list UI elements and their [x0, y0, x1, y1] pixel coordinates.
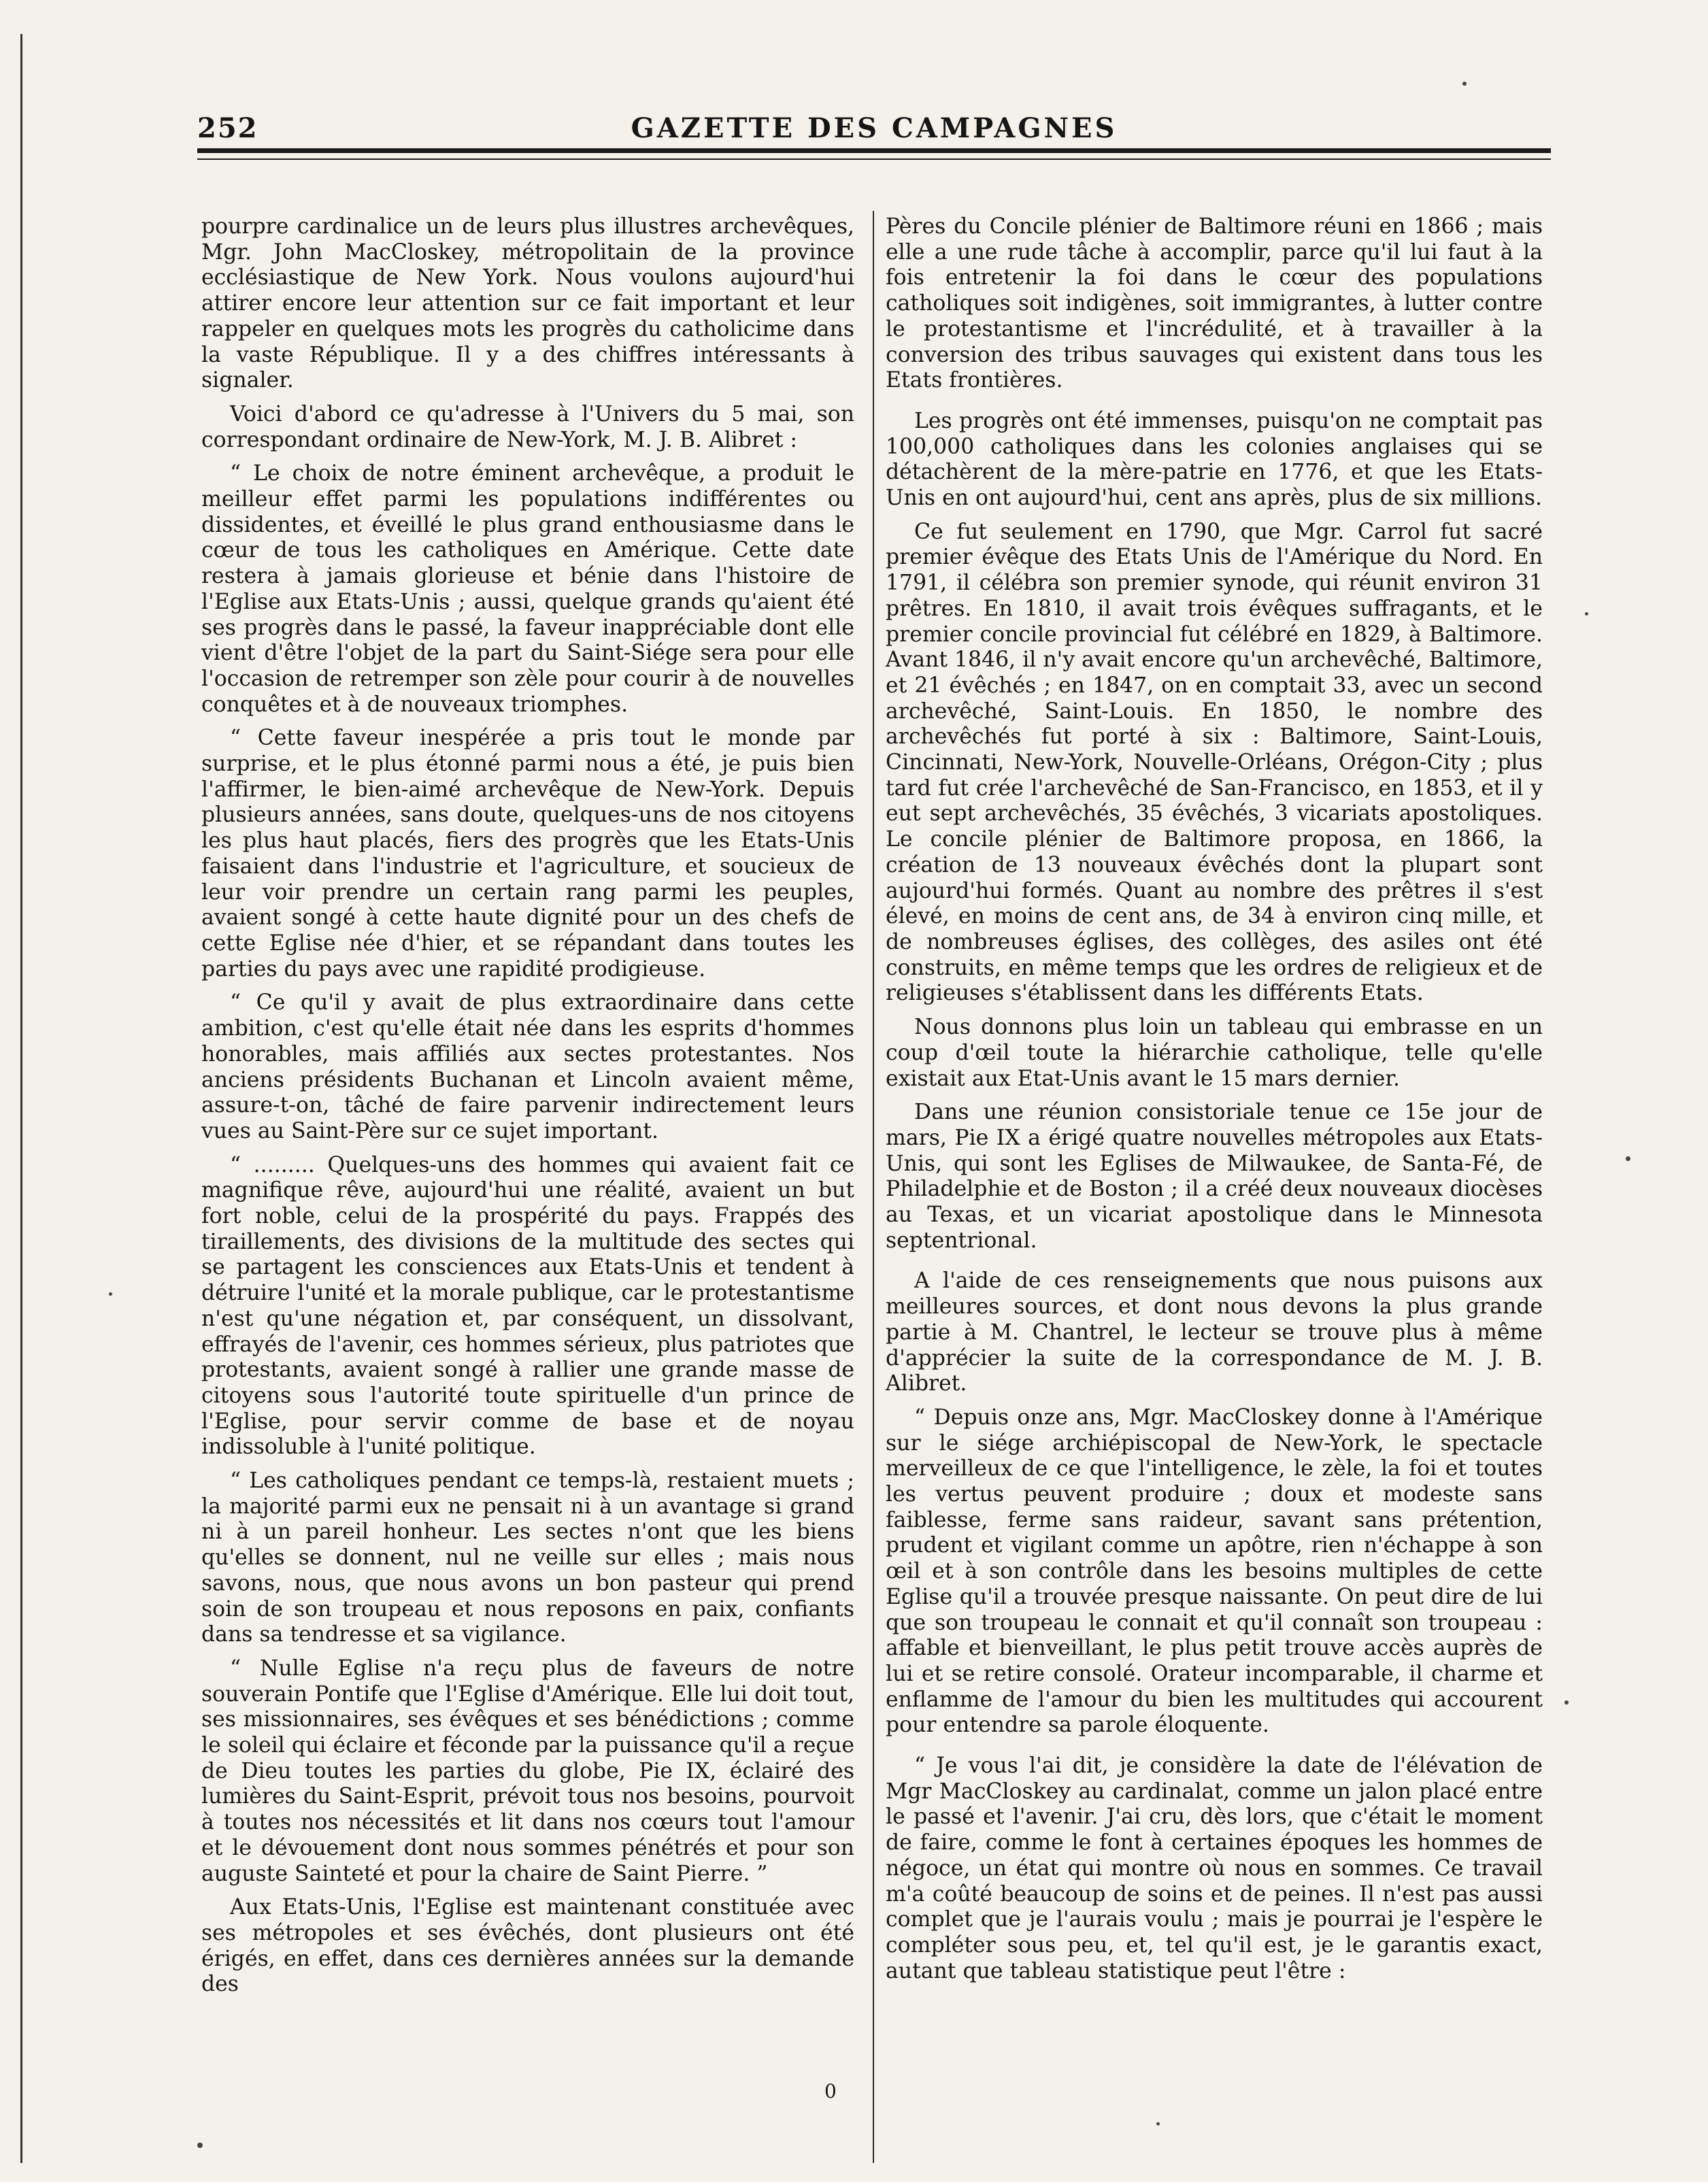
paragraph: Les progrès ont été immenses, puisqu'on ne comptait pas 100,000 catholiques dans les colonies anglaises qui se détachèrent de la mère-patrie en 1776, et que les Etats-Unis en ont aujourd'hui, cent ans après, plus de six millions.: [886, 408, 1543, 511]
paragraph: “ ......... Quelques-uns des hommes qui avaient fait ce magnifique rêve, aujourd'hui une réalité, avaient un but fort noble, celui de la prospérité du pays. Frappés des tiraillements, des divisions de la multitude des sectes qui se partagent les consciences aux Etats-Unis et tendent à détruire l'unité et la morale publique, car le protestantisme n'est qu'une négation et, par conséquent, un dissolvant, effrayés de l'avenir, ces hommes sérieux, plus patriotes que protestants, avaient songé à rallier une grande masse de citoyens sous l'autorité toute spirituelle d'un prince de l'Eglise, pour servir comme de base et de noyau indissoluble à l'unité politique.: [201, 1152, 854, 1460]
footer-mark: 0: [824, 2080, 837, 2102]
paragraph: Aux Etats-Unis, l'Eglise est maintenant constituée avec ses métropoles et ses évêchés, dont plusieurs ont été érigés, en effet, dans ces dernières années sur la demande des: [201, 1895, 854, 1997]
paragraph: “ Cette faveur inespérée a pris tout le monde par surprise, et le plus étonné parmi nous a été, je puis bien l'affirmer, le bien-aimé archevêque de New-York. Depuis plusieurs années, sans doute, quelques-uns de nos citoyens les plus haut placés, fiers des progrès que les Etats-Unis faisaient dans l'industrie et l'agriculture, et soucieux de leur voir prendre un certain rang parmi les peuples, avaient songé à cette haute dignité pour un des chefs de cette Eglise née d'hier, et se répandant dans toutes les parties du pays avec une rapidité prodigieuse.: [201, 726, 854, 981]
paragraph: “ Ce qu'il y avait de plus extraordinaire dans cette ambition, c'est qu'elle était née dans les esprits d'hommes honorables, mais affiliés aux sectes protestantes. Nos anciens présidents Buchanan et Lincoln avaient même, assure-t-on, tâché de faire parvenir indirectement leurs vues au Saint-Père sur ce sujet important.: [201, 990, 854, 1143]
paragraph: Ce fut seulement en 1790, que Mgr. Carrol fut sacré premier évêque des Etats Unis de l'Amérique du Nord. En 1791, il célébra son premier synode, qui réunit environ 31 prêtres. En 1810, il avait trois évêques suffragants, et le premier concile provincial fut célébré en 1829, à Baltimore. Avant 1846, il n'y avait encore qu'un archevêché, Baltimore, et 21 évêchés ; en 1847, on en comptait 33, avec un second archevêché, Saint-Louis. En 1850, le nombre des archevêchés fut porté à six : Baltimore, Saint-Louis, Cincinnati, New-York, Nouvelle-Orléans, Orégon-City ; plus tard fut crée l'archevêché de San-Francisco, en 1853, et il y eut sept archevêchés, 35 évêchés, 3 vicariats apostoliques. Le concile plénier de Baltimore proposa, en 1866, la création de 13 nouveaux évêchés dont la plupart sont aujourd'hui formés. Quant au nombre des prêtres il s'est élevé, en moins de cent ans, de 34 à environ cinq mille, et de nombreuses églises, des collèges, des asiles ont été construits, en même temps que les ordres de religieux et de religieuses s'établissent dans les différents Etats.: [886, 519, 1543, 1006]
paragraph: Voici d'abord ce qu'adresse à l'Univers du 5 mai, son correspondant ordinaire de New-York, M. J. B. Alibret :: [201, 401, 854, 452]
print-speck: [109, 1292, 112, 1296]
print-speck: [1156, 2122, 1160, 2126]
paragraph: “ Depuis onze ans, Mgr. MacCloskey donne à l'Amérique sur le siége archiépiscopal de New-York, le spectacle merveilleux de ce que l'intelligence, le zèle, la foi et toutes les vertus peuvent produire ; doux et modeste sans faiblesse, ferme sans raideur, savant sans prétention, prudent et vigilant comme un apôtre, rien n'échappe à son œil et à son contrôle dans les besoins multiples de cette Eglise qu'il a trouvée presque naissante. On peut dire de lui que son troupeau le connait et qu'il connaît son troupeau : affable et bienveillant, le plus petit trouve accès auprès de lui et se retire consolé. Orateur incomparable, il charme et enflamme de l'amour du bien les multitudes qui accourent pour entendre sa parole éloquente.: [886, 1405, 1543, 1738]
left-column: [201, 214, 854, 2006]
paragraph: “ Je vous l'ai dit, je considère la date de l'élévation de Mgr MacCloskey au cardinalat, comme un jalon placé entre le passé et l'avenir. J'ai cru, dès lors, que c'était le moment de faire, comme le font à certaines époques les hommes de négoce, un état qui montre où nous en sommes. Ce travail m'a coûté beaucoup de soins et de peines. Il n'est pas aussi complet que je l'aurais voulu ; mais je pourrai je l'espère le compléter sous peu, et, tel qu'il est, je le garantis exact, autant que tableau statistique peut l'être :: [886, 1753, 1543, 1983]
paragraph: Pères du Concile plénier de Baltimore réuni en 1866 ; mais elle a une rude tâche à accomplir, parce qu'il lui faut à la fois entretenir la foi dans le cœur des populations catholiques soit indigènes, soit immigrantes, à lutter contre le protestantisme et l'incrédulité, et à travailler à la conversion des tribus sauvages qui existent dans tous les Etats frontières.: [886, 214, 1543, 393]
paragraph: “ Nulle Eglise n'a reçu plus de faveurs de notre souverain Pontife que l'Eglise d'Amérique. Elle lui doit tout, ses missionnaires, ses évêques et ses bénédictions ; comme le soleil qui éclaire et féconde par la puissance qu'il a reçue de Dieu toutes les parties du globe, Pie IX, éclairé des lumières du Saint-Esprit, prévoit tous nos besoins, pourvoit à toutes nos nécessités et lit dans nos cœurs tout l'amour et le dévouement dont nous sommes pénétrés et pour son auguste Sainteté et pour la chaire de Saint Pierre. ”: [201, 1656, 854, 1886]
paragraph: Nous donnons plus loin un tableau qui embrasse en un coup d'œil toute la hiérarchie catholique, telle qu'elle existait aux Etat-Unis avant le 15 mars dernier.: [886, 1015, 1543, 1091]
header-rule-thin: [197, 158, 1551, 160]
header-rule-thick: [197, 148, 1551, 153]
page-edge-rule: [20, 34, 22, 2163]
print-speck: [1626, 1156, 1630, 1161]
print-speck: [197, 2143, 203, 2148]
paragraph: “ Les catholiques pendant ce temps-là, restaient muets ; la majorité parmi eux ne pensait ni à un avantage si grand ni à un pareil honheur. Les sectes n'ont que les biens qu'elles se donnent, nul ne veille sur elles ; mais nous savons, nous, que nous avons un bon pasteur qui prend soin de son troupeau et nous reposons en paix, confiants dans sa tendresse et sa vigilance.: [201, 1468, 854, 1647]
page-number: 252: [197, 112, 258, 144]
print-speck: [1585, 612, 1588, 616]
right-column: [886, 214, 1543, 1992]
paragraph: Dans une réunion consistoriale tenue ce 15e jour de mars, Pie IX a érigé quatre nouvelles métropoles aux Etats-Unis, qui sont les Eglises de Milwaukee, de Santa-Fé, de Philadelphie et de Boston ; il a créé deux nouveaux diocèses au Texas, et un vicariat apostolique dans le Minnesota septentrional.: [886, 1100, 1543, 1253]
print-speck: [1462, 82, 1467, 86]
column-divider: [873, 211, 874, 2163]
print-speck: [1564, 1700, 1569, 1705]
paragraph: A l'aide de ces renseignements que nous puisons aux meilleures sources, et dont nous devons la plus grande partie à M. Chantrel, le lecteur se trouve plus à même d'apprécier la suite de la correspondance de M. J. B. Alibret.: [886, 1269, 1543, 1396]
paragraph: “ Le choix de notre éminent archevêque, a produit le meilleur effet parmi les populations indifférentes ou dissidentes, et éveillé le plus grand enthousiasme dans le cœur de tous les catholiques en Amérique. Cette date restera à jamais glorieuse et bénie dans l'histoire de l'Eglise aux Etats-Unis ; aussi, quelque grands qu'aient été ses progrès dans le passé, la faveur inappréciable dont elle vient d'être l'objet de la part du Saint-Siége sera pour elle l'occasion de retremper son zèle pour courir à de nouvelles conquêtes et à de nouveaux triomphes.: [201, 461, 854, 717]
journal-title: GAZETTE DES CAMPAGNES: [631, 112, 1118, 144]
running-head: [197, 112, 1551, 153]
paragraph: pourpre cardinalice un de leurs plus illustres archevêques, Mgr. John MacCloskey, métropolitain de la province ecclésiastique de New York. Nous voulons aujourd'hui attirer encore leur attention sur ce fait important et leur rappeler en quelques mots les progrès du catholicime dans la vaste République. Il y a des chiffres intéressants à signaler.: [201, 214, 854, 393]
